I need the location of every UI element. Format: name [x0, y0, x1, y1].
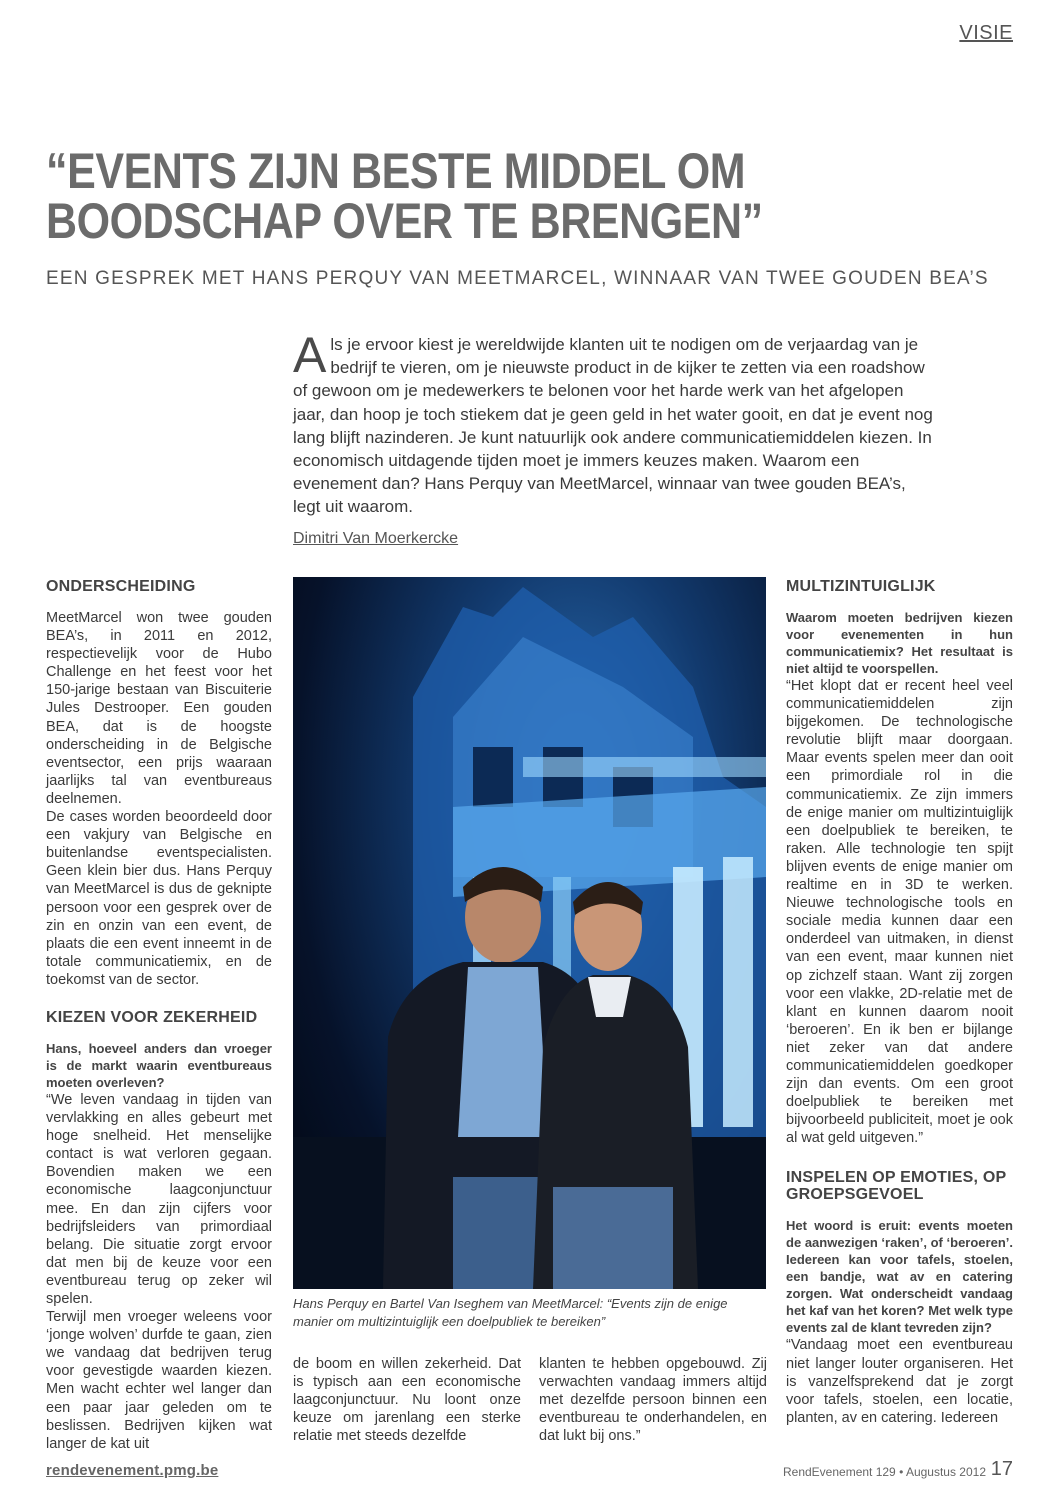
column-1 [46, 578, 272, 1453]
headline-line-1: “EVENTS ZIJN BESTE MIDDEL OM [46, 143, 746, 199]
column-3 [539, 1355, 767, 1445]
paragraph: klanten te hebben opgebouwd. Zij verwachten vandaag immers altijd met dezelfde persoon binnen een eventbureau te onderhandelen, en dat lukt bij ons.” [539, 1356, 767, 1445]
page-number: 17 [990, 1458, 1013, 1480]
footer-issue-info: RendEvenement 129 • Augustus 2012 [782, 1465, 986, 1479]
intro-text: ls je ervoor kiest je wereldwijde klanten uit te nodigen om de verjaardag van je bedrijf te vieren, om je nieuwste product in de kijker te zetten via een roadshow of gewoon om je medewerkers te belonen voor het harde werk van het afgelopen jaar, dan hoop je toch stiekem dat je geen geld in het water gooit, en dat je event nog lang blijft nazinderen. Je kunt natuurlijk ook andere communicatiemiddelen kiezen. In economisch uitdagende tijden moet je immers keuzes maken. Waarom een evenement dan? Hans Perquy van MeetMarcel, winnaar van twee gouden BEA’s, legt uit waarom. [293, 335, 933, 517]
paragraph: MeetMarcel won twee gouden BEA’s, in 2011 en 2012, respectievelijk voor de Hubo Challenge en het feest voor het 150-jarige bestaan van Biscuiterie Jules Destrooper. Een gouden BEA, dat is de hoogste onderscheiding in de Belgische eventsector, een prijs waaraan jaarlijks tal van eventbureaus deelnemen. [46, 610, 272, 807]
paragraph: “Het klopt dat er recent heel veel communicatiemiddelen zijn bijgekomen. De technologische revolutie blijft maar doorgaan. Maar events spelen meer dan ooit een primordiale rol in die communicatiemix. Ze zijn immers de enige manier om multizintuiglijk een doelpubliek te bereiken, te raken. Alle technologie ten spijt blijven events de enige manier om realtime en in 3D te werken. Nieuwe technologische tools en sociale media kunnen daar een onderdeel van uitmaken, in dienst van een event, maar kunnen niet op zichzelf staan. Want zij zorgen voor een vlakke, 2D-relatie met de klant en kunnen daarom nooit ‘beroeren’. En ik ben er bijlange niet zeker van dat andere communicatiemiddelen goedkoper zijn dan events. Om een groot doelpubliek te bereiken met bijvoorbeeld publiciteit, moet je ook al wat geld uitgeven.” [786, 678, 1013, 1147]
paragraph: de boom en willen zekerheid. Dat is typisch aan een economische laagconjunctuur. Nu loont onze keuze om jarenlang een sterke relatie met steeds dezelfde [293, 1356, 521, 1445]
photo-illustration [293, 577, 766, 1289]
author-byline[interactable]: Dimitri Van Moerkercke [293, 530, 459, 547]
interview-question: Het woord is eruit: events moeten de aanwezigen ‘raken’, of ‘beroeren’. Iedereen kan voor tafels, stoelen, een bandje, wat av en catering zorgen. Wat onderscheidt vandaag het kaf van het koren? Met welk type events zal de klant tevreden zijn? [786, 1218, 1013, 1336]
interview-question: Hans, hoeveel anders dan vroeger is de markt waarin eventbureaus moeten overleven? [46, 1040, 272, 1090]
article-photo [293, 577, 766, 1289]
paragraph: “Vandaag moet een eventbureau niet langer louter organiseren. Het is vanzelfsprekend dat je zorgt voor tafels, stoelen, een locatie, planten, av en catering. Iedereen [786, 1337, 1013, 1426]
paragraph: “We leven vandaag in tijden van vervlakking en alles gebeurt met hoge snelheid. Het menselijke contact is wat verloren gegaan. Bovendien maken we een economische laagconjunctuur mee. En dan zijn cijfers voor bedrijfsleiders van primordiaal belang. Die situatie zorgt ervoor dat men bij de keuze voor een eventbureau terug op zeker wil spelen. [46, 1091, 272, 1307]
dropcap: A [293, 327, 327, 383]
section-label: VISIE [959, 22, 1013, 44]
headline-line-2: BOODSCHAP OVER TE BRENGEN” [46, 193, 763, 249]
column-2 [293, 1355, 521, 1445]
section-heading-inspelen-op-emoties: INSPELEN OP EMOTIES, OP GROEPSGEVOEL [786, 1169, 1007, 1204]
column-4 [786, 578, 1013, 1427]
intro-paragraph [293, 327, 933, 519]
section-heading-kiezen-voor-zekerheid: KIEZEN VOOR ZEKERHEID [46, 1008, 258, 1026]
section-heading-onderscheiding: ONDERSCHEIDING [46, 578, 196, 595]
subheadline: EEN GESPREK MET HANS PERQUY VAN MEETMARCEL, WINNAAR VAN TWEE GOUDEN BEA’S [46, 268, 989, 289]
footer-website-link[interactable]: rendevenement.pmg.be [46, 1462, 219, 1479]
photo-caption: Hans Perquy en Bartel Van Iseghem van MeetMarcel: “Events zijn de enige manier om multizintuiglijk een doelpubliek te bereiken” [293, 1296, 728, 1329]
interview-question: Waarom moeten bedrijven kiezen voor evenementen in hun communicatiemix? Het resultaat is niet altijd te voorspellen. [786, 610, 1013, 676]
paragraph: De cases worden beoordeeld door een vakjury van Belgische en buitenlandse eventspecialisten. Geen klein bier dus. Hans Perquy van MeetMarcel is dus de geknipte persoon voor een gesprek over de zin en onzin van een event, de plaats die een event inneemt in de totale communicatiemix, en de toekomst van de sector. [46, 809, 272, 988]
headline [46, 143, 872, 249]
paragraph: Terwijl men vroeger weleens voor ‘jonge wolven’ durfde te gaan, zien we vandaag dat bedrijven terug voor gevestigde waarden kiezen. Men wacht echter wel langer dan een paar jaar geleden om te beslissen. Bedrijven kijken wat langer de kat uit [46, 1309, 272, 1452]
section-heading-multizintuiglijk: MULTIZINTUIGLIJK [786, 578, 936, 595]
